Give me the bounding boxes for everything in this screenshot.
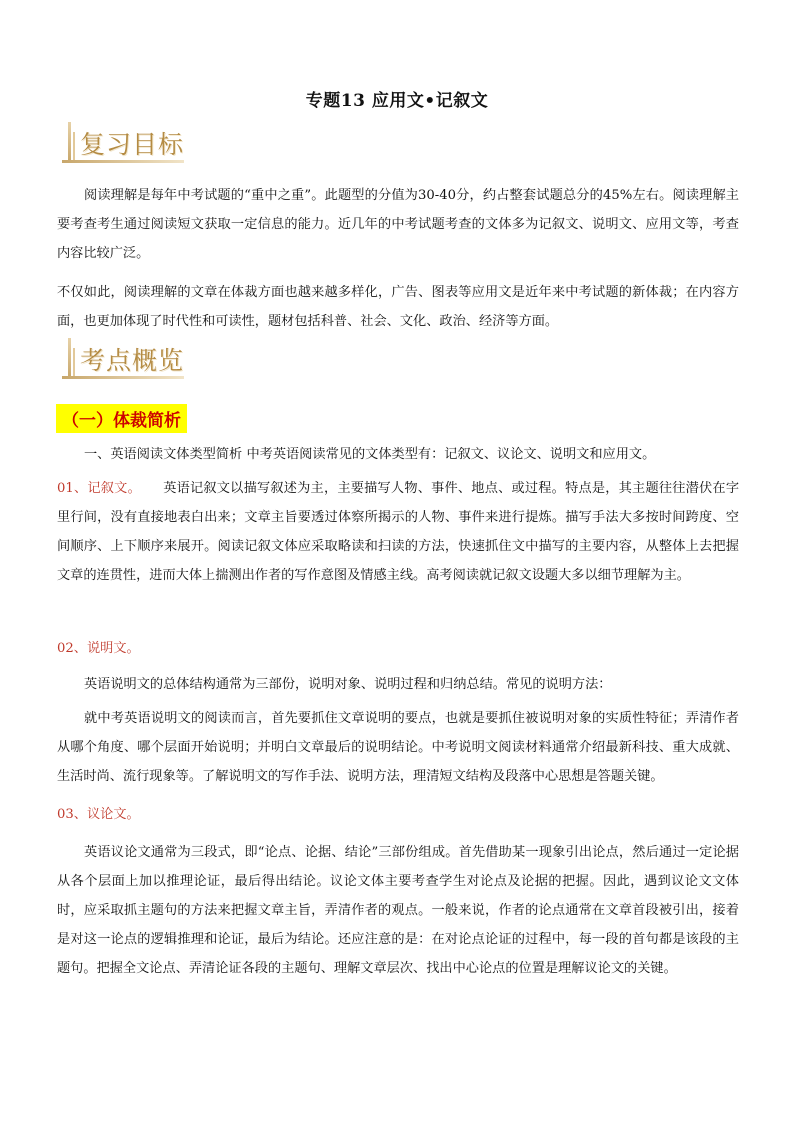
heading-decoration xyxy=(73,132,75,162)
page-title: 专题13 应用文•记叙文 xyxy=(305,91,489,111)
heading-decoration xyxy=(73,348,75,378)
narrative-paragraph xyxy=(57,474,739,590)
heading-decoration xyxy=(68,122,71,162)
expository-paragraph: 英语说明文的总体结构通常为三部份，说明对象、说明过程和归纳总结。常见的说明方法： xyxy=(84,677,612,692)
genre-heading: （一）体裁简析 xyxy=(56,404,187,433)
section-heading-overview xyxy=(62,338,202,382)
section-heading-text: 复习目标 xyxy=(80,130,185,159)
intro-line: 一、英语阅读文体类型简析 中考英语阅读常见的文体类型有：记叙文、议论文、说明文和应用文。 xyxy=(84,447,656,462)
narrative-text: 英语记叙文以描写叙述为主，主要描写人物、事件、地点、或过程。特点是，其主题往往潜伏在字里行间，没有直接地表白出来；文章主旨要透过体察所揭示的人物、事件来进行提炼。描写手法大多按时间跨度、空间顺序、上下顺序来展开。阅读记叙文体应采取略读和扫读的方法，快速抓住文中描写的主要内容，从整体上去把握文章的连贯性，进而大体上揣测出作者的写作意图及情感主线。高考阅读就记叙文设题大多以细节理解为主。 xyxy=(57,481,740,583)
review-paragraph: 不仅如此，阅读理解的文章在体裁方面也越来越多样化，广告、图表等应用文是近年来中考试题的新体裁；在内容方面，也更加体现了时代性和可读性，题材包括科普、社会、文化、政治、经济等方面。 xyxy=(57,285,739,329)
argumentative-label: 03、议论文。 xyxy=(57,807,140,822)
expository-paragraph: 就中考英语说明文的阅读而言，首先要抓住文章说明的要点，也就是要抓住被说明对象的实质性特征；弄清作者从哪个角度、哪个层面开始说明；并明白文章最后的说明结论。中考说明文阅读材料通常介绍最新科技、重大成就、生活时尚、流行现象等。了解说明文的写作手法、说明方法，理清短文结构及段落中心思想是答题关键。 xyxy=(57,711,739,784)
section-heading-text: 考点概览 xyxy=(80,346,185,375)
section-heading-review-goal xyxy=(62,122,202,166)
heading-decoration xyxy=(68,338,71,378)
argumentative-paragraph: 英语议论文通常为三段式，即“论点、论据、结论”三部份组成。首先借助某一现象引出论点，然后通过一定论据从各个层面上加以推理论证，最后得出结论。议论文体主要考查学生对论点及论据的把握。因此，遇到议论文文体时，应采取抓主题句的方法来把握文章主旨，弄清作者的观点。一般来说，作者的论点通常在文章首段被引出，接着是对这一论点的逻辑推理和论证，最后为结论。还应注意的是：在对论点论证的过程中，每一段的首句都是该段的主题句。把握全文论点、弄清论证各段的主题句、理解文章层次、找出中心论点的位置是理解议论文的关键。 xyxy=(57,845,739,976)
narrative-label: 01、记叙文。 xyxy=(57,481,141,496)
expository-label: 02、说明文。 xyxy=(57,641,140,656)
review-paragraph: 阅读理解是每年中考试题的“重中之重”。此题型的分值为30-40分，约占整套试题总分的45%左右。阅读理解主要考查考生通过阅读短文获取一定信息的能力。近几年的中考试题考查的文体多为记叙文、说明文、应用文等，考查内容比较广泛。 xyxy=(57,188,739,261)
